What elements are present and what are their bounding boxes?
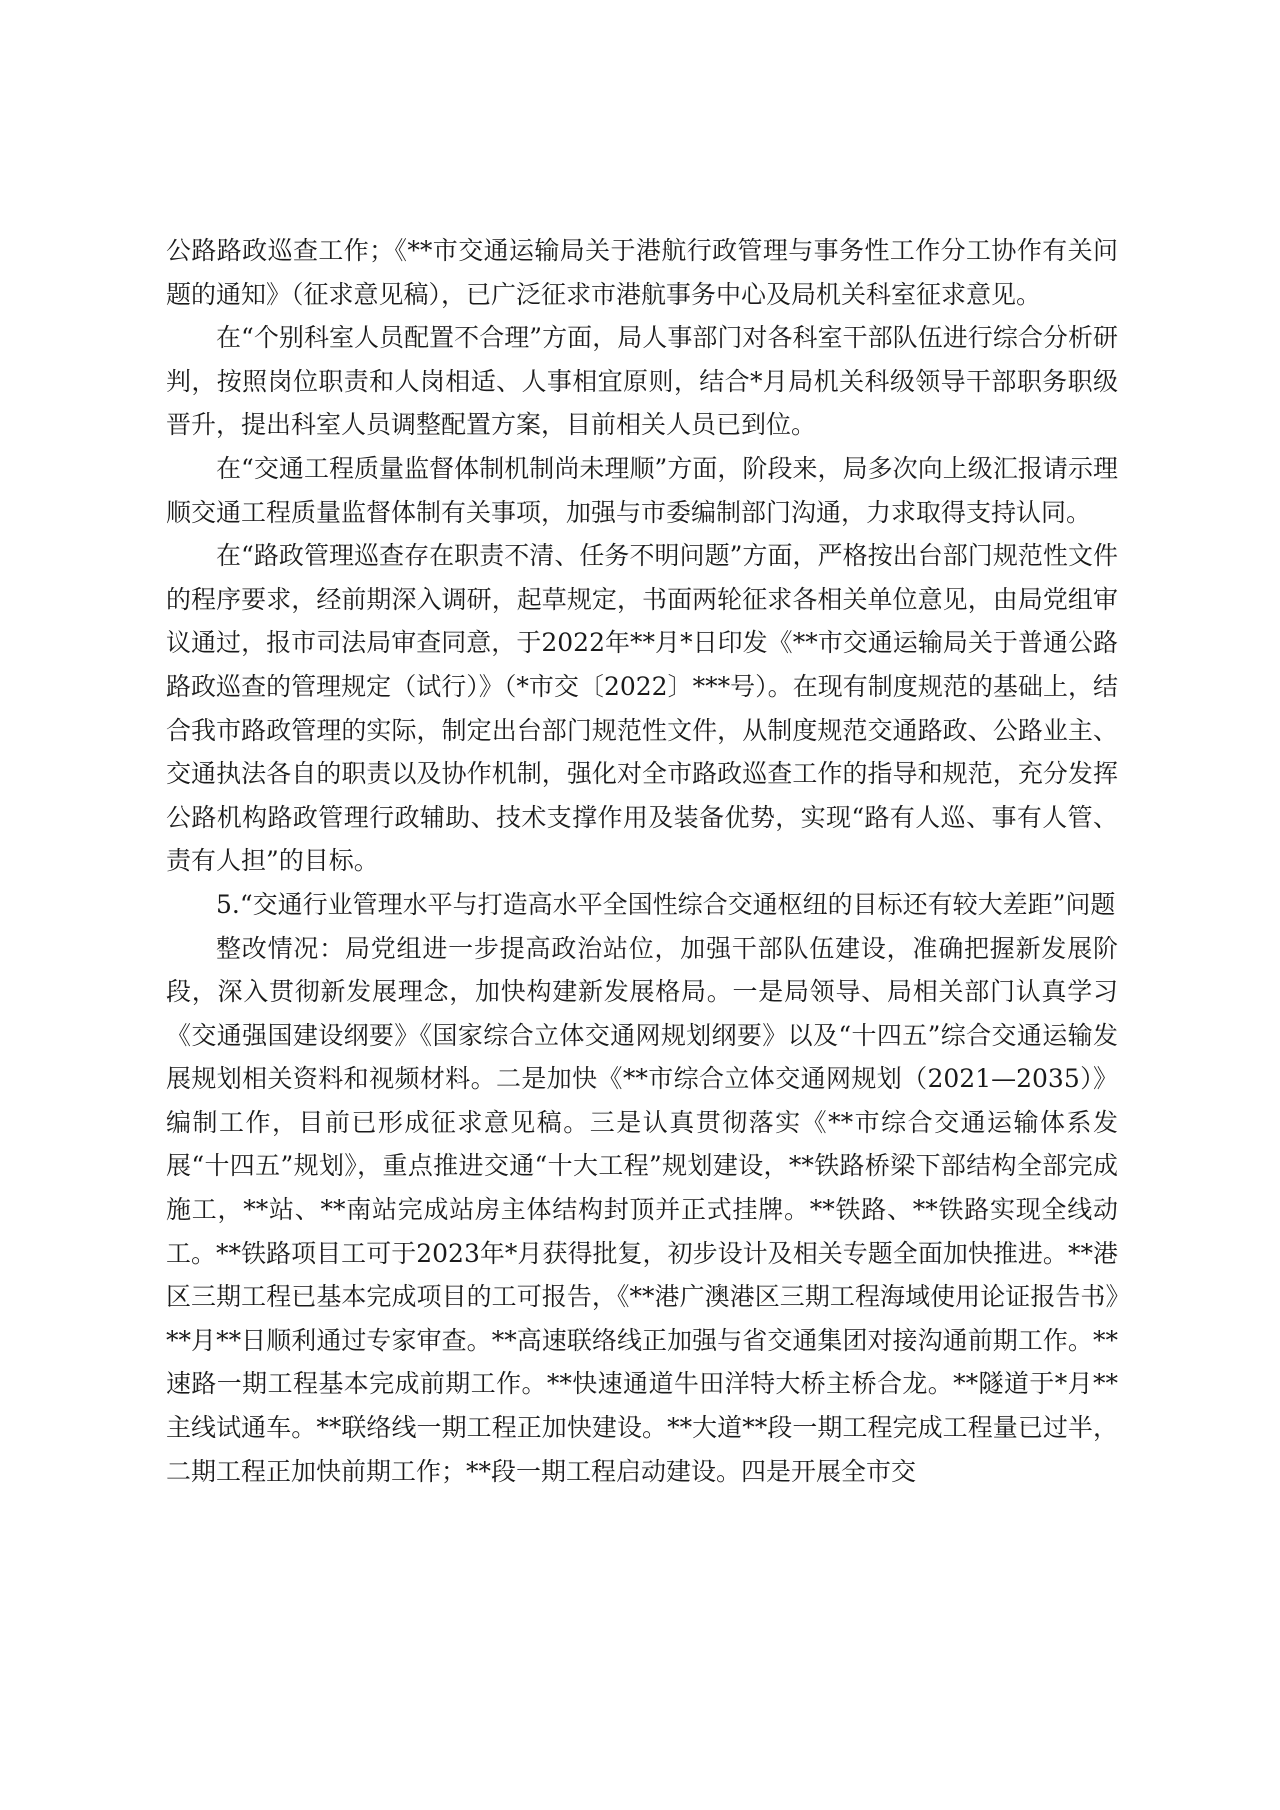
document-body xyxy=(166,229,1118,1493)
paragraph-staff-allocation: 在“个别科室人员配置不合理”方面，局人事部门对各科室干部队伍进行综合分析研判，按照岗位职责和人岗相适、人事相宜原则，结合*月局机关科级领导干部职务职级晋升，提出科室人员调整配置方案，目前相关人员已到位。 xyxy=(166,323,1118,440)
paragraph-quality-supervision: 在“交通工程质量监督体制机制尚未理顺”方面，阶段来，局多次向上级汇报请示理顺交通工程质量监督体制有关事项，加强与市委编制部门沟通，力求取得支持认同。 xyxy=(166,453,1118,527)
paragraph-continuation: 公路路政巡查工作；《**市交通运输局关于港航行政管理与事务性工作分工协作有关问题的通知》（征求意见稿），已广泛征求市港航事务中心及局机关科室征求意见。 xyxy=(166,236,1118,309)
paragraph-road-patrol: 在“路政管理巡查存在职责不清、任务不明问题”方面，严格按出台部门规范性文件的程序要求，经前期深入调研，起草规定，书面两轮征求各相关单位意见，由局党组审议通过，报市司法局审查同意，于2022年**月*日印发《**市交通运输局关于普通公路路政巡查的管理规定（试行）》（*市交〔2022〕***号）。在现有制度规范的基础上，结合我市路政管理的实际，制定出台部门规范性文件，从制度规范交通路政、公路业主、交通执法各自的职责以及协作机制，强化对全市路政巡查工作的指导和规范，充分发挥公路机构路政管理行政辅助、技术支撑作用及装备优势，实现“路有人巡、事有人管、责有人担”的目标。 xyxy=(166,541,1118,876)
paragraph-rectification: 整改情况：局党组进一步提高政治站位，加强干部队伍建设，准确把握新发展阶段，深入贯彻新发展理念，加快构建新发展格局。一是局领导、局相关部门认真学习《交通强国建设纲要》《国家综合立体交通网规划纲要》以及“十四五”综合交通运输发展规划相关资料和视频材料。二是加快《**市综合立体交通网规划（2021—2035）》编制工作，目前已形成征求意见稿。三是认真贯彻落实《**市综合交通运输体系发展“十四五”规划》，重点推进交通“十大工程”规划建设，**铁路桥梁下部结构全部完成施工，**站、**南站完成站房主体结构封顶并正式挂牌。**铁路、**铁路实现全线动工。**铁路项目工可于2023年*月获得批复，初步设计及相关专题全面加快推进。**港区三期工程已基本完成项目的工可报告，《**港广澳港区三期工程海域使用论证报告书》**月**日顺利通过专家审查。**高速联络线正加强与省交通集团对接沟通前期工作。**速路一期工程基本完成前期工作。**快速通道牛田洋特大桥主桥合龙。**隧道于*月**主线试通车。**联络线一期工程正加快建设。**大道**段一期工程完成工程量已过半，二期工程正加快前期工作；**段一期工程启动建设。四是开展全市交 xyxy=(166,933,1118,1486)
section-heading-5: 5.“交通行业管理水平与打造高水平全国性综合交通枢纽的目标还有较大差距”问题 xyxy=(216,889,1116,919)
